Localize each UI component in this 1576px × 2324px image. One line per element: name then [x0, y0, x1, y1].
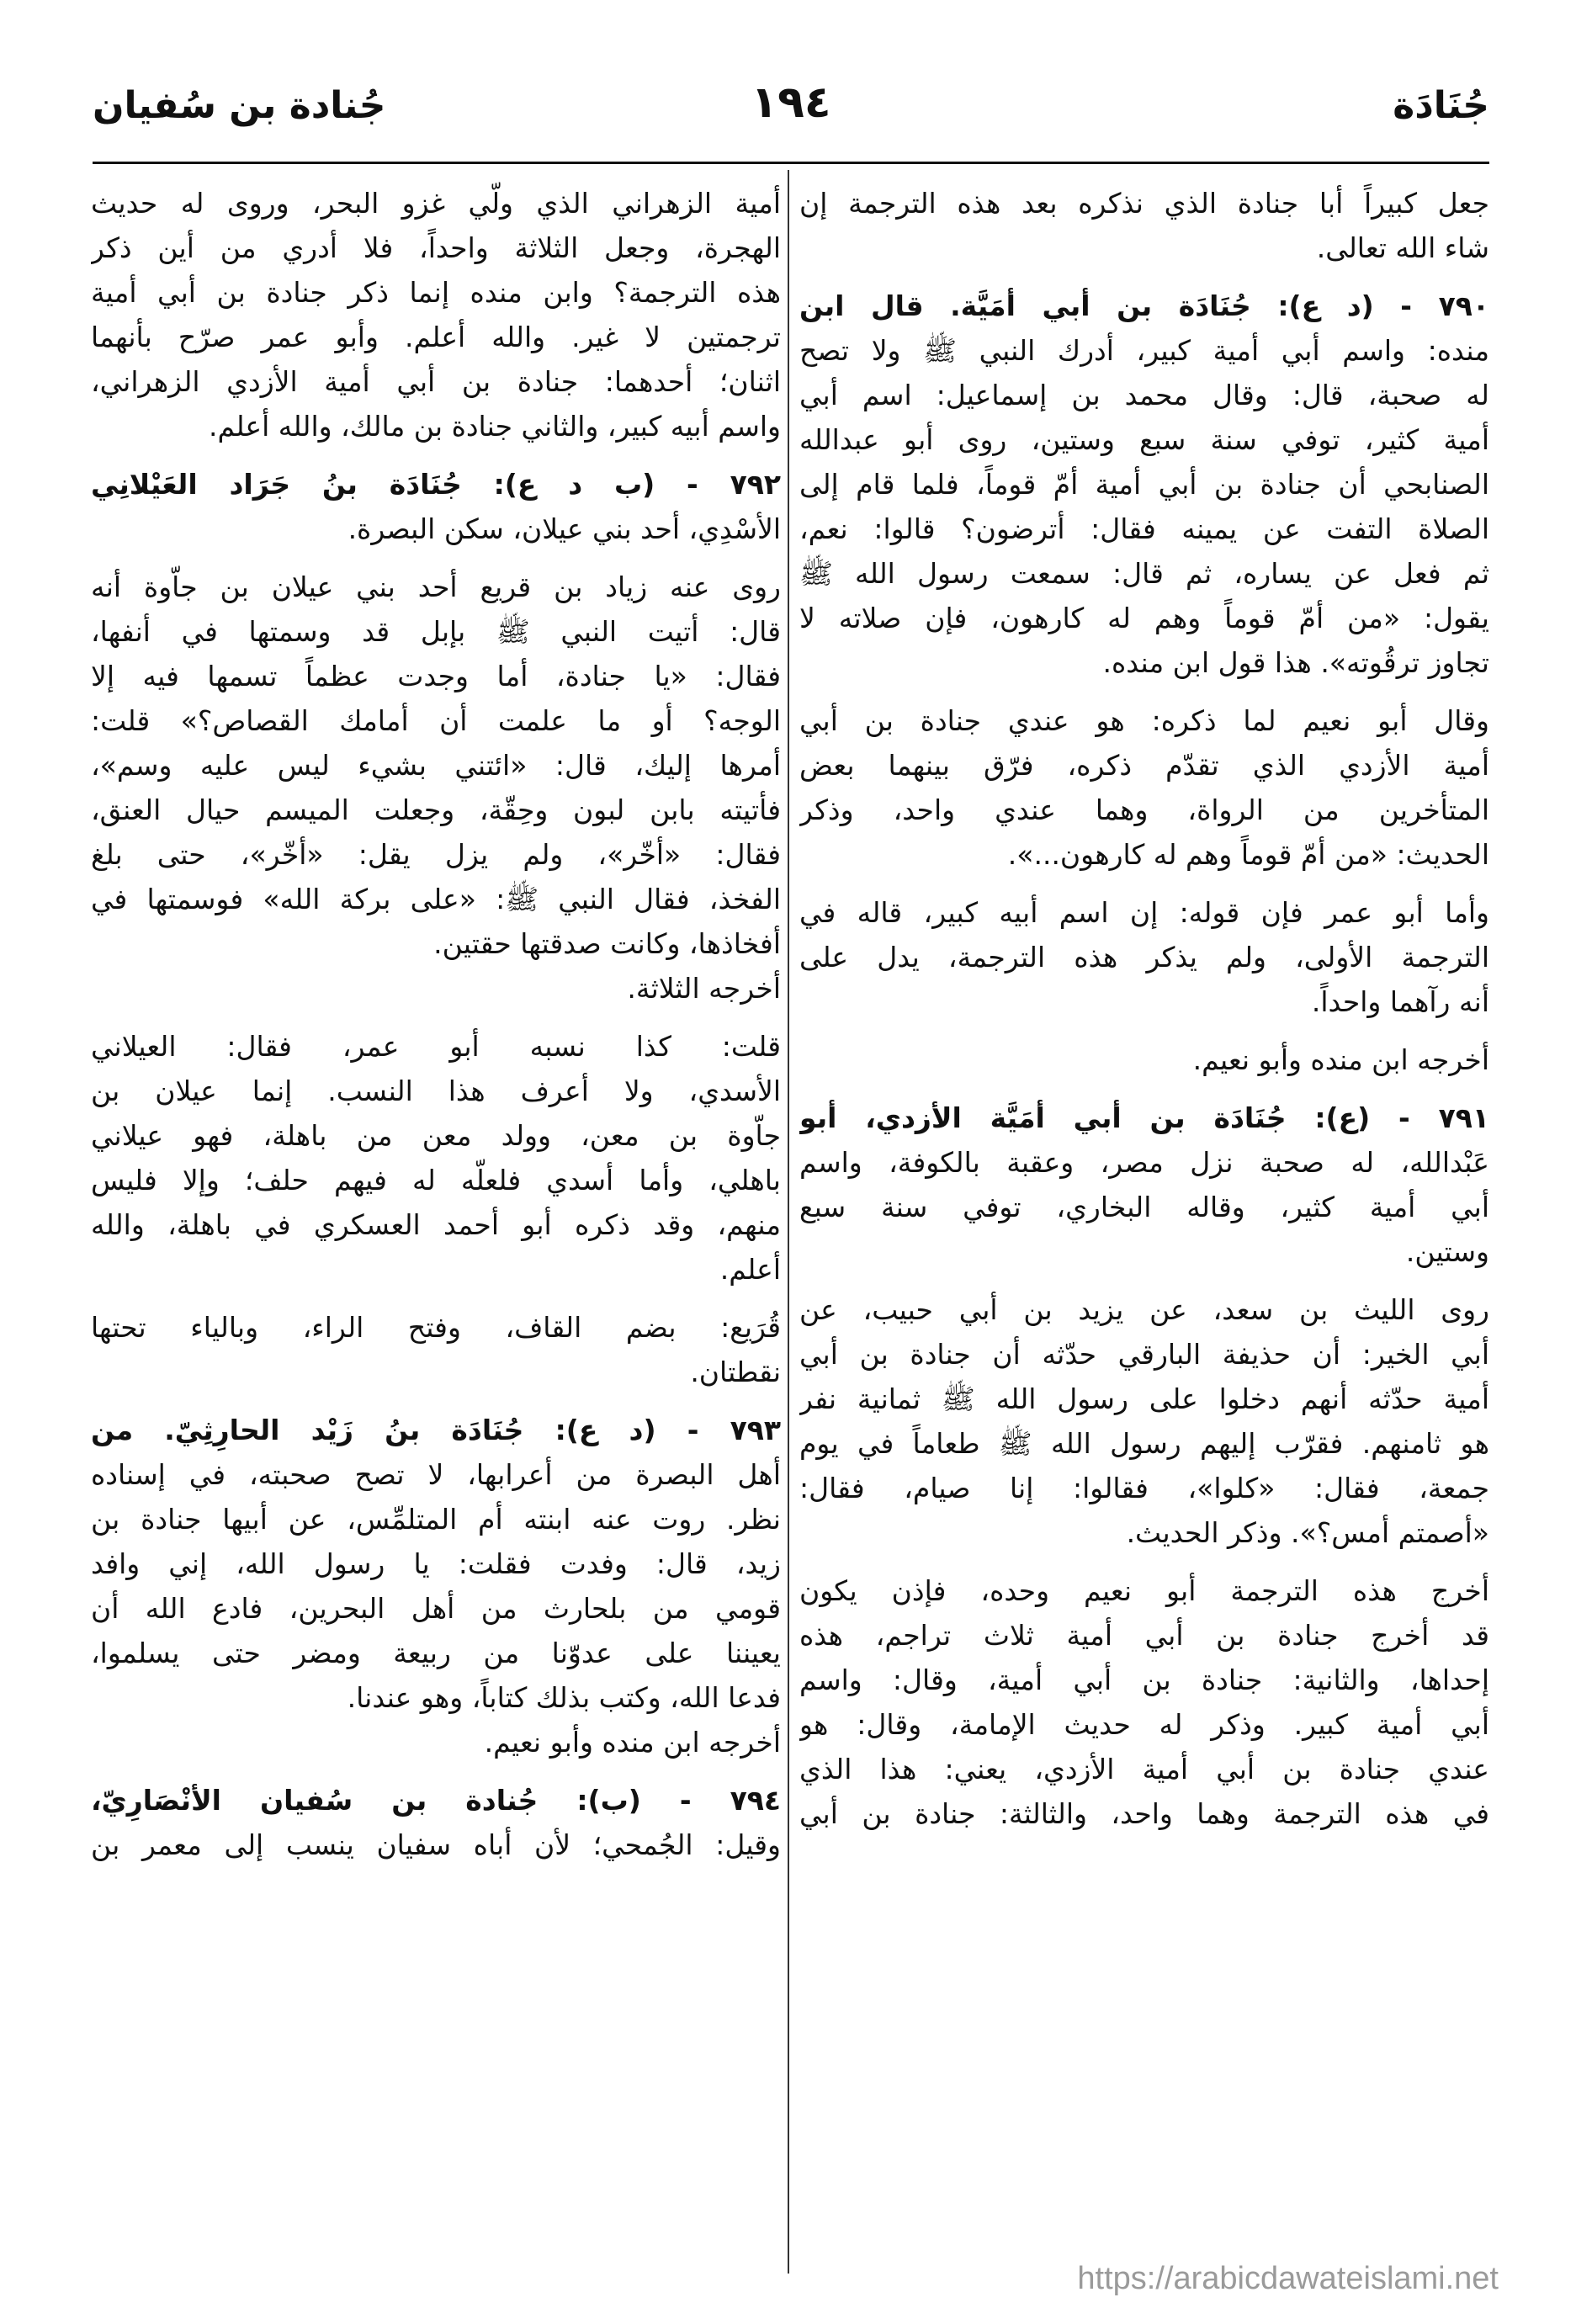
text-line: أمية الزهراني الذي ولّي غزو البحر، وروى له حديث: [91, 187, 781, 220]
text-line: اثنان؛ أحدهما: جنادة بن أبي أمية الأزدي الزهراني،: [91, 365, 781, 398]
text-line: هو ثامنهم. فقرّب إليهم رسول الله ﷺ طعاماً في يوم: [799, 1427, 1489, 1460]
text-line: وقال أبو نعيم لما ذكره: هو عندي جنادة بن أبي: [799, 704, 1489, 737]
entry-heading-line: ٧٩٤ - (ب): جُنادة بن سُفيان الأنْصَارِيّ،: [91, 1784, 781, 1817]
paragraph-gap: [91, 551, 781, 565]
text-line: قلت: كذا نسبه أبو عمر، فقال: العيلاني: [91, 1030, 781, 1063]
text-line: أفخاذها، وكانت صدقتها حقتين.: [433, 927, 781, 960]
header-rule: [93, 162, 1489, 164]
text-line: فقال: «أخّر»، ولم يزل يقل: «أخّر»، حتى بلغ: [91, 838, 781, 871]
text-line: أبي أمية كثير، وقاله البخاري، توفي سنة سبع: [799, 1191, 1489, 1223]
entry-heading-line: ٧٩٠ - (د ع): جُنَادَة بن أبي أمَيَّة. قال ابن: [799, 289, 1489, 322]
text-line: أمية حدّثه أنهم دخلوا على رسول الله ﷺ ثمانية نفر: [799, 1382, 1489, 1415]
text-line: جاّوة بن معن، وولد معن من باهلة، فهو عيلاني: [91, 1119, 781, 1152]
text-line: قُرَيع: بضم القاف، وفتح الراء، وبالياء تحتها: [91, 1311, 781, 1344]
text-line: «أصمتم أمس؟». وذكر الحديث.: [1126, 1516, 1489, 1549]
text-line: قومي من بلحارث من أهل البحرين، فادع الله أن: [91, 1592, 781, 1625]
paragraph-gap: [799, 1555, 1489, 1568]
text-line: روى الليث بن سعد، عن يزيد بن أبي حبيب، عن: [799, 1293, 1489, 1326]
text-line: أهل البصرة من أعرابها، لا تصح صحبته، في إسناده: [91, 1458, 781, 1491]
text-line: عندي جنادة بن أبي أمية الأزدي، يعني: هذا الذي: [799, 1753, 1489, 1785]
entry-heading-line: ٧٩١ - (ع): جُنَادَة بن أبي أمَيَّة الأزدي، أبو: [799, 1101, 1489, 1134]
entry-heading-line: ٧٩٢ - (ب د ع): جُنَادَة بنُ جَرَاد العَيْلانِي: [91, 468, 781, 501]
text-line: وستين.: [1405, 1235, 1489, 1268]
text-line: أخرجه الثلاثة.: [627, 972, 781, 1005]
paragraph-gap: [91, 1764, 781, 1778]
text-line: نقطتان.: [690, 1356, 781, 1388]
left-text-column: [91, 181, 781, 2259]
text-line: المتأخرين من الرواة، وهما عندي واحد، وذكر: [799, 793, 1489, 826]
paragraph-gap: [799, 1274, 1489, 1287]
paragraph-gap: [91, 448, 781, 462]
text-line: الحديث: «من أمّ قوماً وهم له كارهون...».: [1007, 838, 1489, 871]
text-line: الصلاة التفت عن يمينه فقال: أترضون؟ قالوا: نعم،: [799, 512, 1489, 545]
running-head-left: جُنادة بن سُفيان: [93, 84, 386, 127]
text-line: الفخذ، فقال النبي ﷺ: «على بركة الله» فوسمتها في: [91, 883, 781, 915]
text-line: في هذه الترجمة وهما واحد، والثالثة: جنادة بن أبي: [799, 1797, 1489, 1830]
text-line: نظر. روت عنه ابنته أم المتلمِّس، عن أبيها جنادة بن: [91, 1503, 781, 1536]
text-line: منده: واسم أبي أمية كبير، أدرك النبي ﷺ ولا تصح: [799, 334, 1489, 367]
text-line: قد أخرج جنادة بن أبي أمية ثلاث تراجم، هذه: [799, 1619, 1489, 1652]
text-line: الأسدي، ولا أعرف هذا النسب. إنما عيلان بن: [91, 1074, 781, 1107]
watermark-url: https://arabicdawateislami.net: [1077, 2261, 1499, 2296]
text-line: زيد، قال: وفدت فقلت: يا رسول الله، إني وافد: [91, 1547, 781, 1580]
text-line: فأتيته بابن لبون وحِقّة، وجعلت الميسم حيال العنق،: [91, 793, 781, 826]
text-line: ترجمتين لا غير. والله أعلم. وأبو عمر صرّح بأنهما: [91, 321, 781, 353]
text-line: أمية كثير، توفي سنة سبع وستين، روى أبو عبدالله: [799, 423, 1489, 456]
running-head-right: جُنَادَة: [1393, 84, 1489, 127]
text-line: أبي أمية كبير. وذكر له حديث الإمامة، وقال: هو: [799, 1708, 1489, 1741]
text-line: الصنابحي أن جنادة بن أبي أمية أمّ قوماً، فلما قام إلى: [799, 468, 1489, 501]
column-divider: [788, 170, 789, 2274]
text-line: الأسْدِي، أحد بني عيلان، سكن البصرة.: [348, 512, 781, 545]
text-line: قال: أتيت النبي ﷺ بإبل قد وسمتها في أنفها،: [91, 615, 781, 648]
text-line: له صحبة، قال: وقال محمد بن إسماعيل: اسم أبي: [799, 379, 1489, 411]
text-line: فقال: «يا جنادة، أما وجدت عظماً تسمها فيه إلا: [91, 660, 781, 692]
text-line: أعلم.: [719, 1253, 781, 1286]
paragraph-gap: [799, 1082, 1489, 1096]
text-line: عَبْدالله، له صحبة نزل مصر، وعقبة بالكوفة، واسم: [799, 1146, 1489, 1179]
text-line: أبي الخير: أن حذيفة البارقي حدّثه أن جنادة بن أبي: [799, 1338, 1489, 1371]
text-line: وأما أبو عمر فإن قوله: إن اسم أبيه كبير، قاله في: [799, 896, 1489, 929]
paragraph-gap: [799, 1024, 1489, 1037]
entry-heading-line: ٧٩٣ - (د ع): جُنَادَة بنُ زَيْد الحارِثِيّ. من: [91, 1414, 781, 1446]
right-text-column: [799, 181, 1489, 2259]
text-line: الهجرة، وجعل الثلاثة واحداً، فلا أدري من أين ذكر: [91, 231, 781, 264]
text-line: أمرها إليك، قال: «ائتني بشيء ليس عليه وسم»،: [91, 749, 781, 782]
text-line: روى عنه زياد بن قريع أحد بني عيلان بن جاّوة أنه: [91, 570, 781, 603]
text-line: أنه رآهما واحداً.: [1311, 985, 1489, 1018]
text-line: ثم فعل عن يساره، ثم قال: سمعت رسول الله ﷺ: [799, 557, 1489, 590]
text-line: يقول: «من أمّ قوماً وهم له كارهون، فإن صلاته لا: [799, 602, 1489, 634]
text-line: منهم، وقد ذكره أبو أحمد العسكري في باهلة، والله: [91, 1208, 781, 1241]
text-line: هذه الترجمة؟ وابن منده إنما ذكر جنادة بن أبي أمية: [91, 276, 781, 309]
text-line: وقيل: الجُمحي؛ لأن أباه سفيان ينسب إلى معمر بن: [91, 1828, 781, 1861]
text-line: باهلي، وأما أسدي فلعلّه له فيهم حلف؛ وإلا فليس: [91, 1164, 781, 1196]
paragraph-gap: [799, 877, 1489, 890]
paragraph-gap: [91, 1011, 781, 1024]
text-line: أخرجه ابن منده وأبو نعيم.: [1192, 1043, 1489, 1076]
text-line: تجاوز ترقُوته». هذا قول ابن منده.: [1102, 646, 1489, 679]
paragraph-gap: [91, 1292, 781, 1305]
text-line: شاء الله تعالى.: [1316, 231, 1489, 264]
paragraph-gap: [91, 1394, 781, 1408]
text-line: الترجمة الأولى، ولم يذكر هذه الترجمة، يدل على: [799, 941, 1489, 974]
text-line: يعيننا على عدوّنا من ربيعة ومضر حتى يسلموا،: [91, 1637, 781, 1669]
text-line: أمية الأزدي الذي تقدّم ذكره، فرّق بينهما بعض: [799, 749, 1489, 782]
text-line: فدعا الله، وكتب بذلك كتاباً، وهو عندنا.: [347, 1681, 781, 1714]
text-line: جعل كبيراً أبا جنادة الذي نذكره بعد هذه الترجمة إن: [799, 187, 1489, 220]
paragraph-gap: [799, 270, 1489, 284]
paragraph-gap: [799, 685, 1489, 698]
text-line: إحداها، والثانية: جنادة بن أبي أمية، وقال: واسم: [799, 1663, 1489, 1696]
text-line: أخرجه ابن منده وأبو نعيم.: [484, 1726, 781, 1759]
text-line: جمعة، فقال: «كلوا»، فقالوا: إنا صيام، فقال:: [799, 1472, 1489, 1504]
text-line: واسم أبيه كبير، والثاني جنادة بن مالك، والله أعلم.: [209, 410, 781, 443]
page-header: [93, 77, 1489, 143]
text-line: أخرج هذه الترجمة أبو نعيم وحده، فإذن يكون: [799, 1574, 1489, 1607]
text-line: الوجه؟ أو ما علمت أن أمامك القصاص؟» قلت:: [91, 704, 781, 737]
page-number: ١٩٤: [751, 77, 831, 128]
